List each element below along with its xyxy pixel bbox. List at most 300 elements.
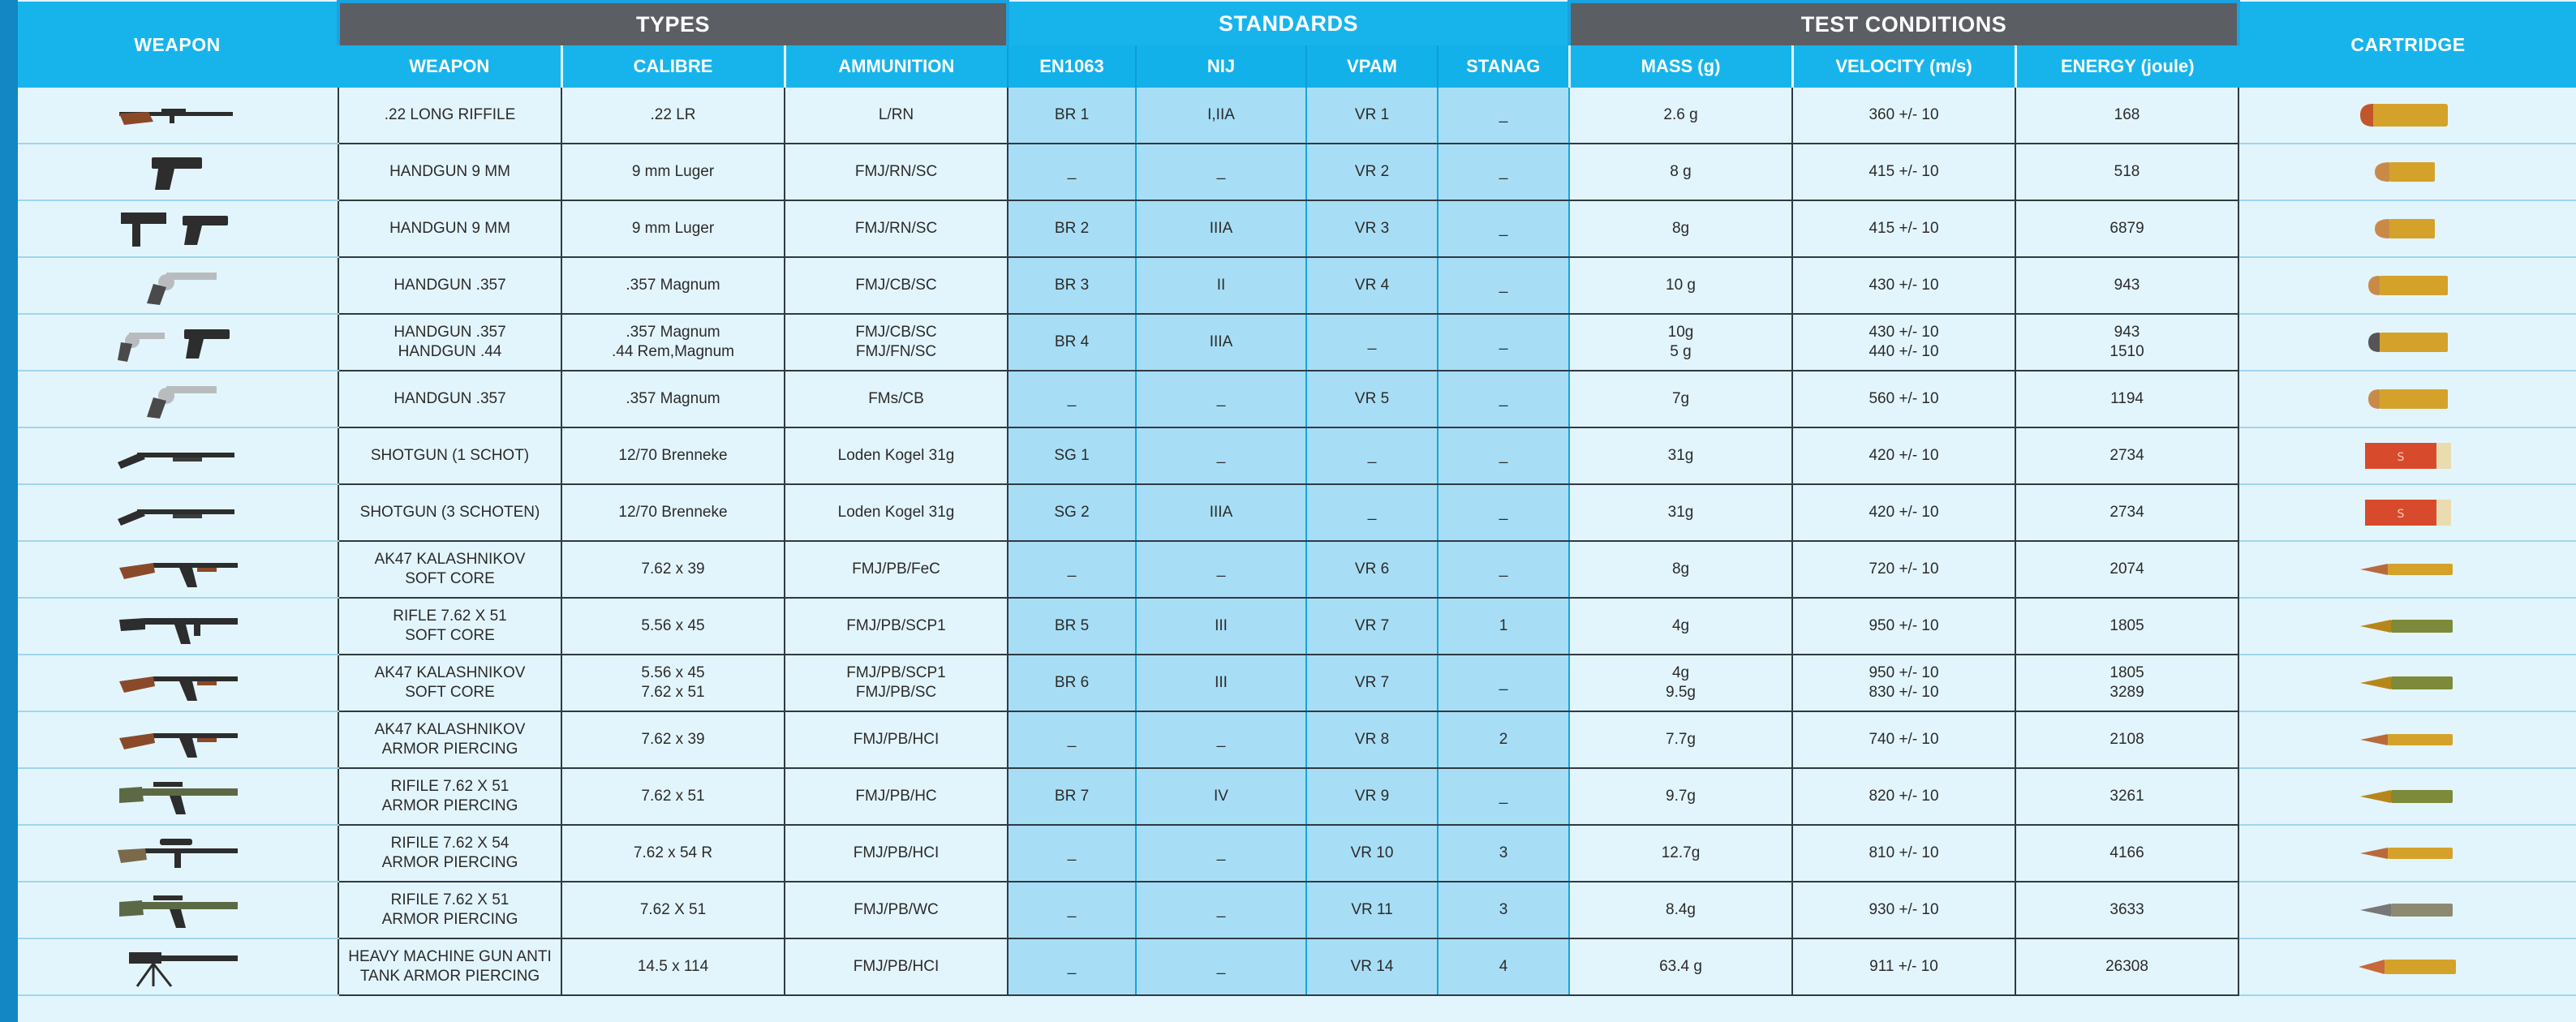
cell-line: 1510: [2109, 343, 2144, 360]
cell-en1063: _: [1008, 825, 1136, 882]
assault-rifle-icon: [18, 598, 338, 655]
cell-en1063: BR 3: [1008, 257, 1136, 314]
cell-energy: [2015, 598, 2238, 655]
cell-line: 415 +/- 10: [1869, 163, 1939, 180]
cell-stanag: 3: [1438, 882, 1569, 938]
cell-line: SHOTGUN (1 SCHOT): [370, 447, 530, 464]
cell-vpam: VR 1: [1306, 88, 1438, 144]
cell-vpam: VR 6: [1306, 541, 1438, 598]
cell-line: 168: [2114, 106, 2140, 123]
cell-energy: [2015, 541, 2238, 598]
cell-vpam: VR 7: [1306, 655, 1438, 711]
cell-mass: [1569, 257, 1792, 314]
cell-mass: [1569, 711, 1792, 768]
cell-line: AK47 KALASHNIKOV: [374, 551, 526, 568]
cell-line: FMJ/PB/WC: [854, 901, 939, 918]
cell-line: 10g: [1667, 324, 1694, 341]
cell-mass: [1569, 144, 1792, 200]
cartridge-rifle-green-icon: [2238, 768, 2576, 825]
cell-line: 415 +/- 10: [1869, 220, 1939, 237]
cell-line: 5.56 x 45: [641, 617, 705, 634]
cell-line: FMJ/PB/HCI: [853, 958, 940, 975]
cell-energy: [2015, 144, 2238, 200]
cell-velocity: [1792, 257, 2015, 314]
cell-nij: IIIA: [1136, 314, 1306, 371]
cell-en1063: BR 4: [1008, 314, 1136, 371]
cell-calibre: [561, 314, 785, 371]
cell-mass: [1569, 825, 1792, 882]
cell-line: .357 Magnum: [626, 277, 720, 294]
cell-weapon: [338, 598, 561, 655]
cell-line: 950 +/- 10: [1869, 617, 1939, 634]
cell-mass: [1569, 200, 1792, 257]
cell-weapon: [338, 88, 561, 144]
cell-line: 63.4 g: [1659, 958, 1702, 975]
cell-weapon: [338, 257, 561, 314]
cartridge-heavy-icon: [2238, 938, 2576, 995]
table-row: [18, 541, 2576, 598]
ak47-icon: [18, 541, 338, 598]
cell-line: ARMOR PIERCING: [381, 741, 518, 758]
cartridge-357-icon: [2238, 371, 2576, 427]
cell-mass: [1569, 938, 1792, 995]
cell-mass: [1569, 484, 1792, 541]
cell-mass: [1569, 882, 1792, 938]
header-sub-ammunition: AMMUNITION: [785, 45, 1008, 88]
cell-vpam: VR 9: [1306, 768, 1438, 825]
cell-calibre: [561, 655, 785, 711]
cell-vpam: VR 10: [1306, 825, 1438, 882]
cell-vpam: VR 4: [1306, 257, 1438, 314]
cell-vpam: VR 14: [1306, 938, 1438, 995]
cell-energy: [2015, 371, 2238, 427]
cell-line: 1805: [2109, 664, 2144, 681]
cell-energy: [2015, 711, 2238, 768]
cell-weapon: [338, 655, 561, 711]
cell-line: 360 +/- 10: [1869, 106, 1939, 123]
cell-line: AK47 KALASHNIKOV: [374, 664, 526, 681]
cell-line: 7.7g: [1666, 731, 1696, 748]
cell-en1063: BR 6: [1008, 655, 1136, 711]
cell-nij: III: [1136, 598, 1306, 655]
cartridge-22-icon: [2238, 88, 2576, 144]
cell-energy: [2015, 768, 2238, 825]
cell-stanag: 3: [1438, 825, 1569, 882]
cell-nij: _: [1136, 144, 1306, 200]
smg-pistol-icon: [18, 200, 338, 257]
header-sub-mass: MASS (g): [1569, 45, 1792, 88]
cell-velocity: [1792, 541, 2015, 598]
cell-line: .22 LR: [650, 106, 696, 123]
svg-text:S: S: [2397, 451, 2404, 464]
table-row: [18, 314, 2576, 371]
cell-vpam: VR 3: [1306, 200, 1438, 257]
cell-nij: _: [1136, 541, 1306, 598]
cartridge-rifle-green-icon: [2238, 655, 2576, 711]
cell-en1063: _: [1008, 938, 1136, 995]
cell-nij: _: [1136, 825, 1306, 882]
cell-nij: _: [1136, 882, 1306, 938]
header-sub-weapon: WEAPON: [338, 45, 561, 88]
cell-ammunition: [785, 825, 1008, 882]
shotgun-icon: [18, 427, 338, 484]
cell-calibre: [561, 484, 785, 541]
cell-line: 420 +/- 10: [1869, 447, 1939, 464]
cell-line: HANDGUN .357: [393, 277, 506, 294]
cell-velocity: [1792, 200, 2015, 257]
cell-velocity: [1792, 655, 2015, 711]
cell-line: FMJ/PB/SCP1: [846, 617, 946, 634]
cell-velocity: [1792, 882, 2015, 938]
header-sub-stanag: STANAG: [1438, 45, 1569, 88]
cell-line: 8g: [1671, 560, 1690, 578]
machine-gun-icon: [18, 938, 338, 995]
cell-vpam: VR 11: [1306, 882, 1438, 938]
cell-calibre: [561, 541, 785, 598]
cell-stanag: _: [1438, 88, 1569, 144]
cell-line: ARMOR PIERCING: [381, 797, 518, 814]
cell-velocity: [1792, 371, 2015, 427]
battle-rifle-icon: [18, 882, 338, 938]
cell-stanag: _: [1438, 768, 1569, 825]
cell-ammunition: [785, 200, 1008, 257]
cell-line: 5.56 x 45: [641, 664, 705, 681]
cell-line: RIFILE 7.62 X 54: [390, 835, 510, 852]
header-weapon-image-col: WEAPON: [18, 2, 338, 88]
cell-line: FMJ/PB/HCI: [853, 844, 940, 861]
ak47-icon: [18, 655, 338, 711]
cell-line: HEAVY MACHINE GUN ANTI: [348, 948, 552, 965]
cartridge-rifle-brass-icon: [2238, 825, 2576, 882]
cell-mass: [1569, 371, 1792, 427]
cell-weapon: [338, 825, 561, 882]
cell-mass: [1569, 655, 1792, 711]
cell-weapon: [338, 768, 561, 825]
cell-line: RIFILE 7.62 X 51: [390, 891, 510, 908]
header-sub-vpam: VPAM: [1306, 45, 1438, 88]
cell-weapon: [338, 938, 561, 995]
cell-line: RIFILE 7.62 X 51: [390, 778, 510, 795]
cell-line: 2734: [2109, 504, 2144, 521]
cell-line: 4166: [2109, 844, 2144, 861]
cartridge-rifle-steel-icon: [2238, 882, 2576, 938]
cell-calibre: [561, 825, 785, 882]
cell-energy: [2015, 882, 2238, 938]
cell-line: FMJ/CB/SC: [855, 324, 937, 341]
cell-line: HANDGUN .44: [398, 343, 502, 360]
cell-line: 12/70 Brenneke: [618, 504, 728, 521]
cell-ammunition: [785, 655, 1008, 711]
cartridge-rifle-brass-icon: [2238, 541, 2576, 598]
cell-vpam: _: [1306, 314, 1438, 371]
cell-line: 1805: [2109, 617, 2144, 634]
cell-line: 7.62 x 39: [641, 731, 705, 748]
cell-velocity: [1792, 768, 2015, 825]
cell-line: 740 +/- 10: [1869, 731, 1939, 748]
sniper-rifle-icon: [18, 825, 338, 882]
cell-line: .44 Rem,Magnum: [611, 343, 734, 360]
cell-line: L/RN: [878, 106, 914, 123]
svg-text:S: S: [2397, 508, 2404, 521]
cell-line: .22 LONG RIFFILE: [384, 106, 516, 123]
cell-vpam: VR 2: [1306, 144, 1438, 200]
cell-stanag: 1: [1438, 598, 1569, 655]
cell-ammunition: [785, 882, 1008, 938]
pistol-icon: [18, 144, 338, 200]
cell-line: 9 mm Luger: [631, 220, 715, 237]
cell-velocity: [1792, 484, 2015, 541]
header-cartridge-col: CARTRIDGE: [2238, 2, 2576, 88]
cell-line: 830 +/- 10: [1869, 684, 1939, 701]
cell-line: AK47 KALASHNIKOV: [374, 721, 526, 738]
cell-line: FMJ/RN/SC: [854, 163, 938, 180]
cell-line: 7g: [1671, 390, 1690, 407]
cell-weapon: [338, 200, 561, 257]
header-group-types: TYPES: [338, 2, 1008, 45]
cartridge-44-icon: [2238, 314, 2576, 371]
cell-en1063: _: [1008, 882, 1136, 938]
shotgun-shell-icon: [2238, 427, 2576, 484]
cell-stanag: _: [1438, 484, 1569, 541]
cell-line: 7.62 x 51: [641, 788, 705, 805]
cell-mass: [1569, 427, 1792, 484]
cell-en1063: BR 7: [1008, 768, 1136, 825]
cell-ammunition: [785, 88, 1008, 144]
cell-line: HANDGUN 9 MM: [389, 220, 510, 237]
cell-weapon: [338, 144, 561, 200]
cell-vpam: _: [1306, 484, 1438, 541]
revolver-icon: [18, 371, 338, 427]
cell-line: 9.7g: [1666, 788, 1696, 805]
cell-energy: [2015, 427, 2238, 484]
cell-calibre: [561, 144, 785, 200]
cell-stanag: 2: [1438, 711, 1569, 768]
cell-line: FMs/CB: [868, 390, 924, 407]
cell-ammunition: [785, 144, 1008, 200]
cell-calibre: [561, 257, 785, 314]
cell-line: TANK ARMOR PIERCING: [359, 968, 540, 985]
cell-nij: _: [1136, 427, 1306, 484]
cell-en1063: _: [1008, 371, 1136, 427]
cell-line: 26308: [2105, 958, 2148, 975]
cell-energy: [2015, 200, 2238, 257]
cell-energy: [2015, 484, 2238, 541]
cell-nij: III: [1136, 655, 1306, 711]
cell-line: 518: [2114, 163, 2140, 180]
cell-line: 911 +/- 10: [1869, 958, 1938, 975]
cell-line: 7.62 x 39: [641, 560, 705, 578]
cell-velocity: [1792, 598, 2015, 655]
cell-line: 3633: [2109, 901, 2144, 918]
cell-line: SOFT CORE: [405, 684, 495, 701]
cell-calibre: [561, 371, 785, 427]
cell-line: 8 g: [1670, 163, 1692, 180]
cell-line: HANDGUN 9 MM: [389, 163, 510, 180]
cell-ammunition: [785, 314, 1008, 371]
cell-stanag: 4: [1438, 938, 1569, 995]
cell-vpam: VR 5: [1306, 371, 1438, 427]
cell-weapon: [338, 541, 561, 598]
cell-line: 720 +/- 10: [1869, 560, 1939, 578]
cell-line: 10 g: [1666, 277, 1696, 294]
cell-line: 430 +/- 10: [1869, 324, 1939, 341]
cell-ammunition: [785, 711, 1008, 768]
cell-en1063: _: [1008, 541, 1136, 598]
table-row: [18, 938, 2576, 995]
cell-velocity: [1792, 938, 2015, 995]
cell-weapon: [338, 314, 561, 371]
cell-line: 31g: [1667, 447, 1694, 464]
cell-line: 560 +/- 10: [1869, 390, 1939, 407]
cell-line: 820 +/- 10: [1869, 788, 1939, 805]
cell-en1063: BR 2: [1008, 200, 1136, 257]
cell-line: 9.5g: [1666, 684, 1696, 701]
cell-mass: [1569, 768, 1792, 825]
cell-line: FMJ/RN/SC: [854, 220, 938, 237]
cell-vpam: _: [1306, 427, 1438, 484]
cell-weapon: [338, 427, 561, 484]
rifle-icon: [18, 88, 338, 144]
cell-stanag: _: [1438, 655, 1569, 711]
cell-en1063: _: [1008, 144, 1136, 200]
cell-line: 5 g: [1670, 343, 1692, 360]
table-row: [18, 88, 2576, 144]
cell-velocity: [1792, 88, 2015, 144]
cell-mass: [1569, 314, 1792, 371]
left-edge-strip: [0, 0, 18, 1022]
cell-line: 6879: [2109, 220, 2144, 237]
table-row: [18, 655, 2576, 711]
cell-line: Loden Kogel 31g: [837, 447, 955, 464]
cell-line: 1194: [2110, 390, 2144, 407]
cell-stanag: _: [1438, 314, 1569, 371]
ak47-icon: [18, 711, 338, 768]
cell-line: 930 +/- 10: [1869, 901, 1939, 918]
cell-ammunition: [785, 598, 1008, 655]
cell-velocity: [1792, 144, 2015, 200]
revolver-icon: [18, 257, 338, 314]
cell-nij: _: [1136, 371, 1306, 427]
cell-line: 950 +/- 10: [1869, 664, 1939, 681]
cell-line: 8.4g: [1666, 901, 1696, 918]
cell-weapon: [338, 711, 561, 768]
cell-mass: [1569, 541, 1792, 598]
table-row: [18, 427, 2576, 484]
cell-line: 2108: [2109, 731, 2144, 748]
cartridge-rifle-green-icon: [2238, 598, 2576, 655]
cell-line: 4g: [1671, 617, 1690, 634]
cell-energy: [2015, 655, 2238, 711]
cell-velocity: [1792, 825, 2015, 882]
cell-line: 943: [2114, 277, 2140, 294]
cell-nij: II: [1136, 257, 1306, 314]
cell-energy: [2015, 825, 2238, 882]
cell-energy: [2015, 938, 2238, 995]
cell-ammunition: [785, 427, 1008, 484]
header-group-standards: STANDARDS: [1008, 2, 1569, 45]
cell-stanag: _: [1438, 200, 1569, 257]
cell-weapon: [338, 371, 561, 427]
cell-stanag: _: [1438, 257, 1569, 314]
cell-line: 12.7g: [1661, 844, 1701, 861]
cell-ammunition: [785, 938, 1008, 995]
cell-velocity: [1792, 427, 2015, 484]
table-row: [18, 484, 2576, 541]
cell-calibre: [561, 427, 785, 484]
cell-stanag: _: [1438, 541, 1569, 598]
cell-line: 420 +/- 10: [1869, 504, 1939, 521]
cell-mass: [1569, 88, 1792, 144]
battle-rifle-icon: [18, 768, 338, 825]
table-row: [18, 711, 2576, 768]
cell-line: 2734: [2109, 447, 2144, 464]
cell-line: 8g: [1671, 220, 1690, 237]
cell-line: FMJ/CB/SC: [855, 277, 937, 294]
cartridge-357-icon: [2238, 257, 2576, 314]
cell-line: 943: [2114, 324, 2140, 341]
cell-en1063: SG 2: [1008, 484, 1136, 541]
cell-weapon: [338, 882, 561, 938]
cell-energy: [2015, 88, 2238, 144]
cell-line: SHOTGUN (3 SCHOTEN): [359, 504, 540, 521]
cell-calibre: [561, 711, 785, 768]
header-sub-energy: ENERGY (joule): [2015, 45, 2238, 88]
cell-nij: IIIA: [1136, 484, 1306, 541]
cell-en1063: _: [1008, 711, 1136, 768]
cell-calibre: [561, 200, 785, 257]
cell-line: SOFT CORE: [405, 627, 495, 644]
cell-line: ARMOR PIERCING: [381, 911, 518, 928]
cell-calibre: [561, 768, 785, 825]
cell-line: .357 Magnum: [626, 390, 720, 407]
cell-vpam: VR 8: [1306, 711, 1438, 768]
table-row: [18, 825, 2576, 882]
cell-ammunition: [785, 541, 1008, 598]
header-group-test-conditions: TEST CONDITIONS: [1569, 2, 2238, 45]
cell-line: 12/70 Brenneke: [618, 447, 728, 464]
cell-calibre: [561, 598, 785, 655]
cell-en1063: BR 5: [1008, 598, 1136, 655]
cell-line: 3261: [2109, 788, 2144, 805]
cell-line: FMJ/FN/SC: [855, 343, 937, 360]
table-row: [18, 144, 2576, 200]
cell-line: 3289: [2109, 684, 2144, 701]
table-row: [18, 200, 2576, 257]
cell-nij: _: [1136, 938, 1306, 995]
cell-line: SOFT CORE: [405, 570, 495, 587]
cell-ammunition: [785, 371, 1008, 427]
cell-ammunition: [785, 484, 1008, 541]
cell-line: 430 +/- 10: [1869, 277, 1939, 294]
revolver-pistol-icon: [18, 314, 338, 371]
table-row: [18, 371, 2576, 427]
header-sub-en1063: EN1063: [1008, 45, 1136, 88]
cell-velocity: [1792, 314, 2015, 371]
cell-vpam: VR 7: [1306, 598, 1438, 655]
shotgun-icon: [18, 484, 338, 541]
cell-line: 2074: [2109, 560, 2144, 578]
cell-stanag: _: [1438, 371, 1569, 427]
header-sub-velocity: VELOCITY (m/s): [1792, 45, 2015, 88]
cartridge-9mm-icon: [2238, 144, 2576, 200]
cell-nij: I,IIA: [1136, 88, 1306, 144]
cell-line: 7.62 x 51: [641, 684, 705, 701]
cartridge-9mm-icon: [2238, 200, 2576, 257]
cell-ammunition: [785, 768, 1008, 825]
cell-line: FMJ/PB/HC: [855, 788, 937, 805]
cell-line: 7.62 x 54 R: [633, 844, 713, 861]
cell-line: 31g: [1667, 504, 1694, 521]
